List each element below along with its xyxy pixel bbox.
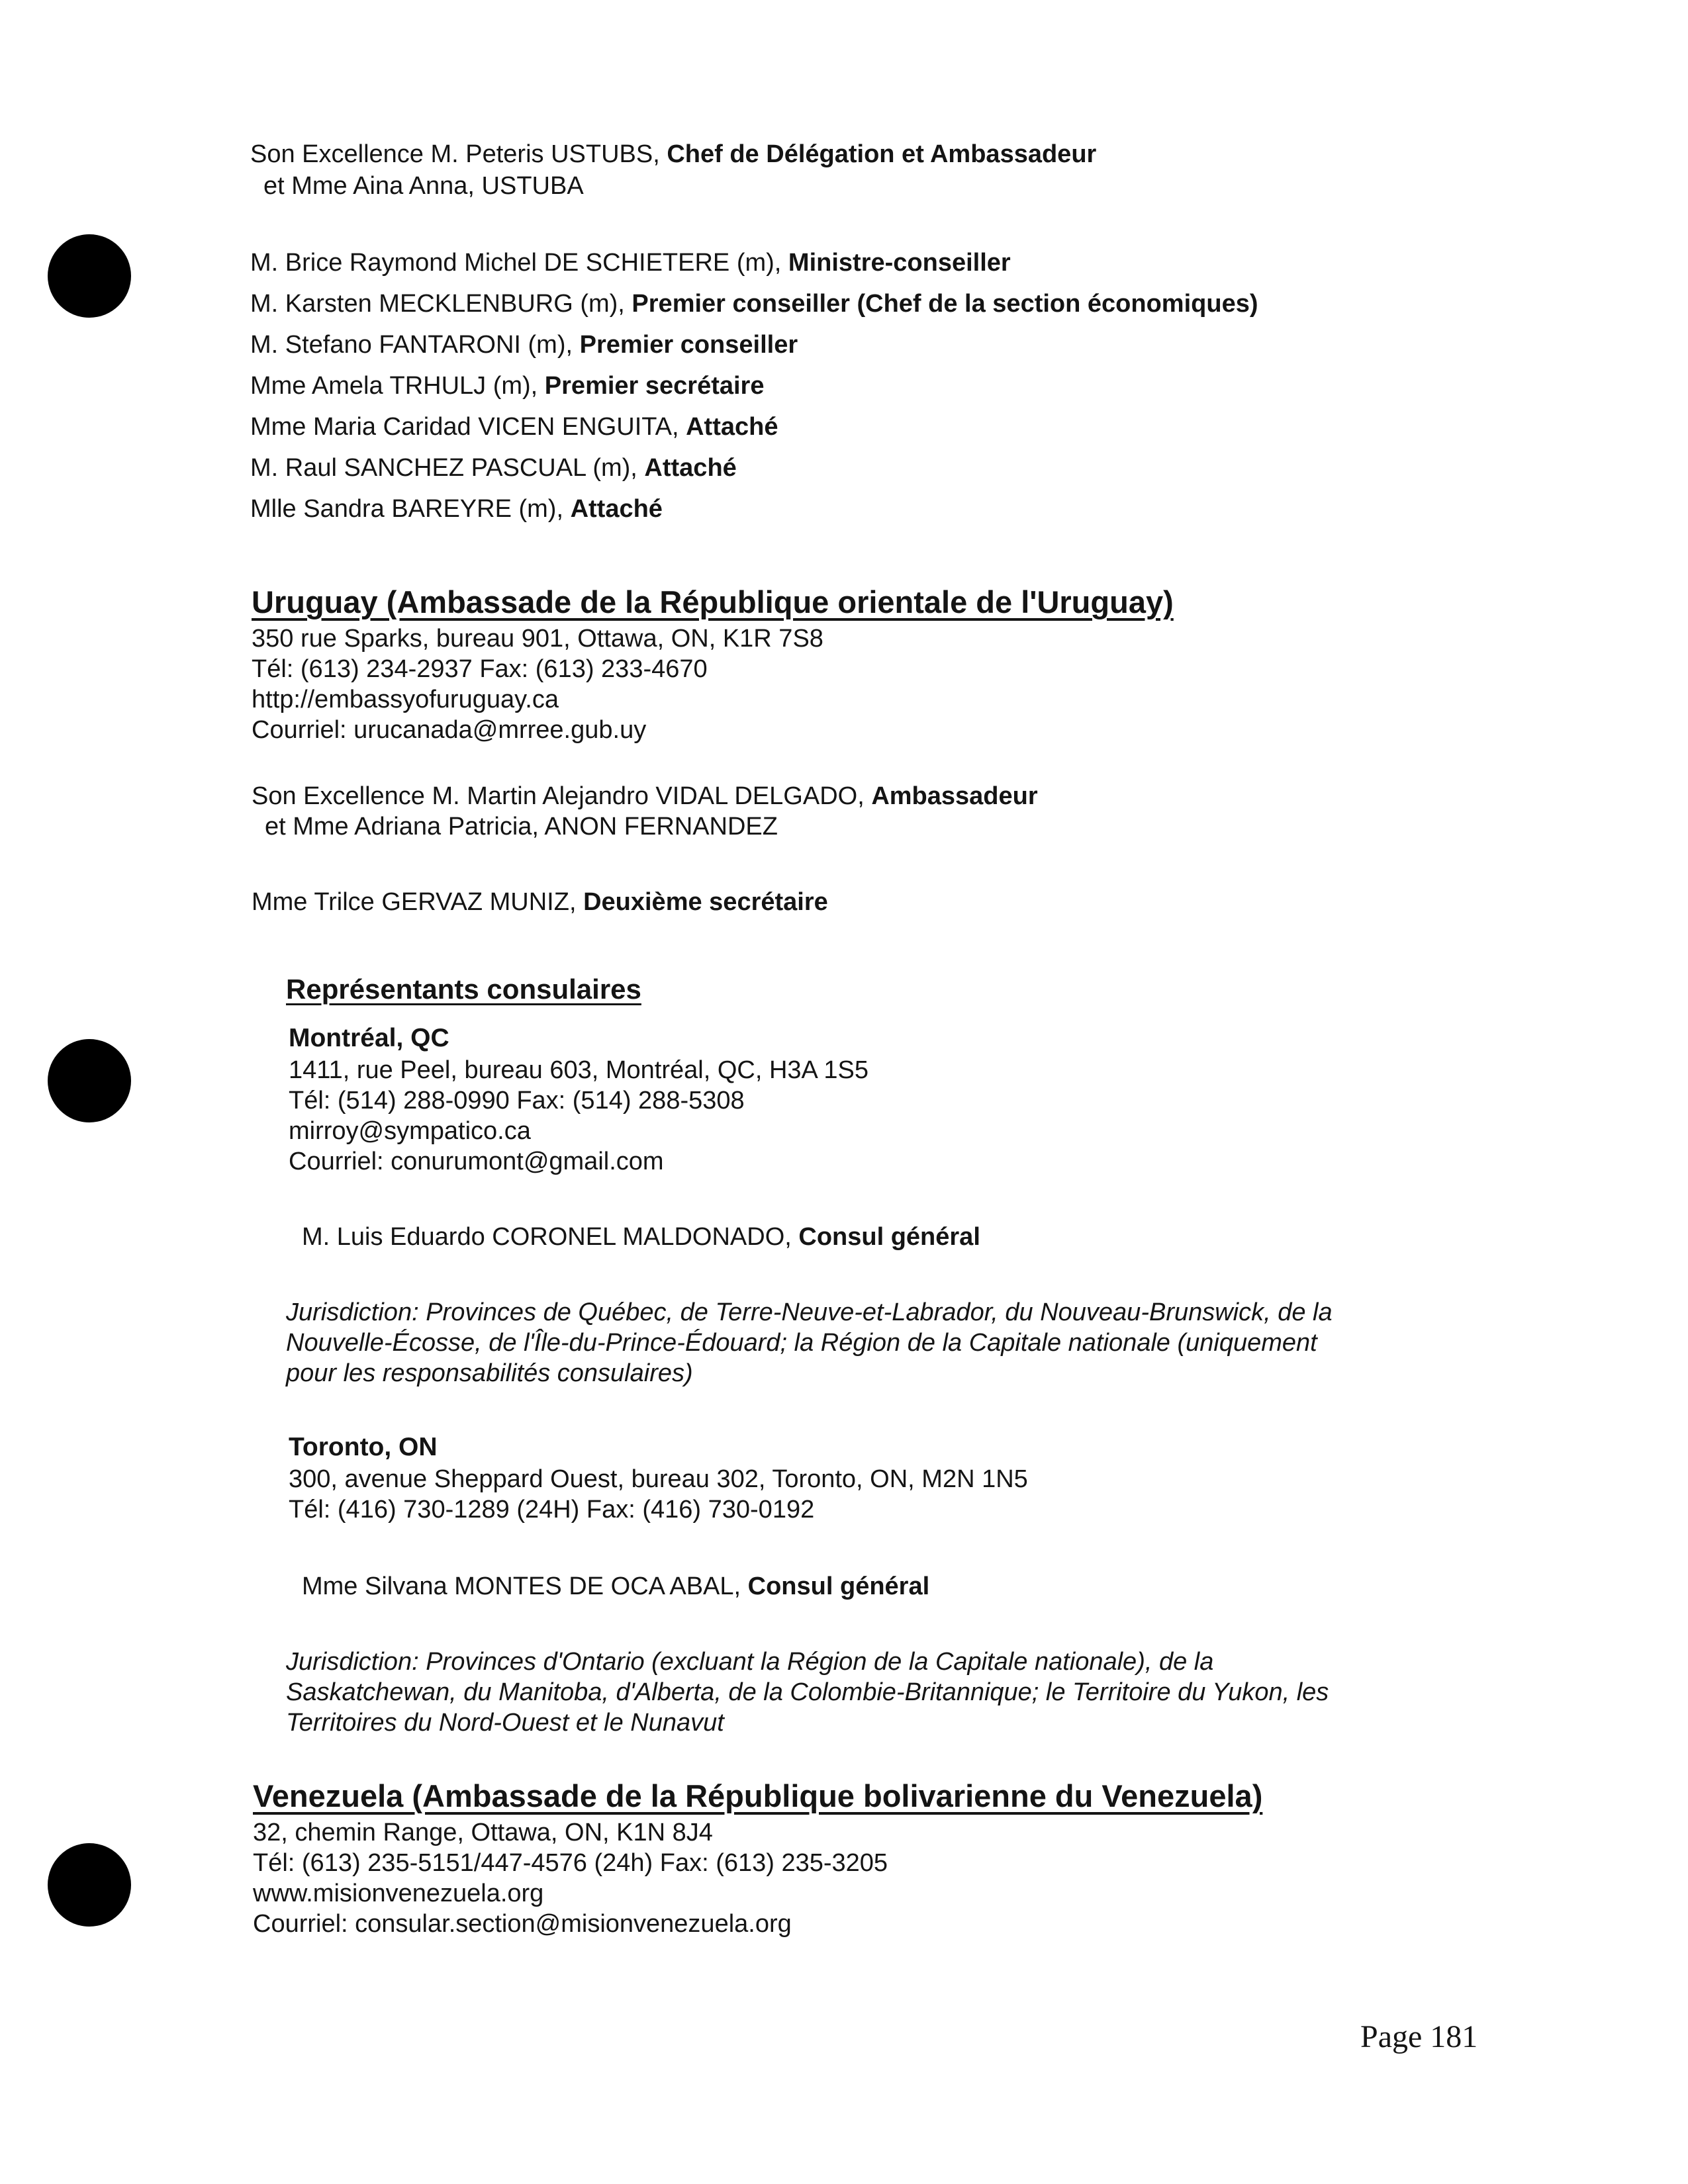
uruguay-secretary [252, 887, 828, 917]
consul-name: Mme Silvana MONTES DE OCA ABAL, [302, 1572, 748, 1600]
delegation-spouse: et Mme Aina Anna, USTUBA [263, 172, 584, 200]
staff-line [250, 412, 778, 442]
toronto-jurisdiction-line: Saskatchewan, du Manitoba, d'Alberta, de la Colombie-Britannique; le Territoire du Yukon, les [286, 1678, 1329, 1706]
venezuela-address: 32, chemin Range, Ottawa, ON, K1N 8J4 [253, 1819, 713, 1846]
punch-hole-middle [48, 1039, 131, 1122]
toronto-jurisdiction-line: Territoires du Nord-Ouest et le Nunavut [286, 1709, 724, 1737]
secretary-title: Deuxième secrétaire [583, 888, 828, 916]
toronto-jurisdiction-line: Jurisdiction: Provinces d'Ontario (excluant la Région de la Capitale nationale), de la [286, 1648, 1214, 1676]
staff-title: Attaché [570, 495, 663, 523]
punch-hole-top [48, 234, 131, 318]
venezuela-email: Courriel: consular.section@misionvenezuela.org [253, 1910, 792, 1938]
secretary-name: Mme Trilce GERVAZ MUNIZ, [252, 888, 584, 916]
uruguay-heading: Uruguay (Ambassade de la République orientale de l'Uruguay) [252, 584, 1174, 619]
uruguay-address: 350 rue Sparks, bureau 901, Ottawa, ON, K1R 7S8 [252, 625, 823, 653]
toronto-consul [302, 1571, 929, 1602]
montreal-address: 1411, rue Peel, bureau 603, Montréal, QC, H3A 1S5 [289, 1056, 868, 1084]
ambassador-name: Son Excellence M. Martin Alejandro VIDAL DELGADO, [252, 782, 872, 810]
staff-title: Premier conseiller (Chef de la section économiques) [632, 290, 1258, 318]
staff-line [250, 248, 1011, 278]
uruguay-ambassador [252, 781, 1038, 811]
delegation-ambassador [250, 139, 1096, 169]
montreal-jurisdiction-line: Jurisdiction: Provinces de Québec, de Terre-Neuve-et-Labrador, du Nouveau-Brunswick, de la [286, 1298, 1333, 1326]
consular-heading: Représentants consulaires [286, 974, 641, 1005]
uruguay-spouse: et Mme Adriana Patricia, ANON FERNANDEZ [265, 813, 778, 841]
staff-name: M. Raul SANCHEZ PASCUAL (m), [250, 454, 645, 482]
uruguay-phone: Tél: (613) 234-2937 Fax: (613) 233-4670 [252, 655, 708, 683]
consul-title: Consul général [747, 1572, 930, 1600]
montreal-website: mirroy@sympatico.ca [289, 1117, 531, 1145]
staff-line [250, 371, 764, 401]
staff-title: Attaché [644, 454, 737, 482]
staff-name: M. Brice Raymond Michel DE SCHIETERE (m), [250, 249, 788, 277]
staff-line [250, 494, 663, 524]
venezuela-heading: Venezuela (Ambassade de la République bolivarienne du Venezuela) [253, 1778, 1263, 1813]
staff-title: Ministre-conseiller [788, 249, 1011, 277]
montreal-jurisdiction-line: Nouvelle-Écosse, de l'Île-du-Prince-Édouard; la Région de la Capitale nationale (uniquement [286, 1329, 1317, 1357]
ambassador-title: Chef de Délégation et Ambassadeur [667, 140, 1097, 168]
staff-title: Premier secrétaire [544, 372, 765, 400]
toronto-city: Toronto, ON [289, 1433, 438, 1461]
montreal-city: Montréal, QC [289, 1024, 449, 1052]
montreal-jurisdiction-line: pour les responsabilités consulaires) [286, 1359, 693, 1387]
staff-title: Attaché [686, 413, 778, 441]
staff-line [250, 453, 737, 483]
staff-name: M. Stefano FANTARONI (m), [250, 331, 580, 359]
punch-hole-bottom [48, 1843, 131, 1927]
staff-title: Premier conseiller [579, 331, 798, 359]
page-number: Page 181 [1360, 2019, 1478, 2054]
montreal-phone: Tél: (514) 288-0990 Fax: (514) 288-5308 [289, 1087, 745, 1115]
toronto-address: 300, avenue Sheppard Ouest, bureau 302, Toronto, ON, M2N 1N5 [289, 1465, 1028, 1493]
montreal-email: Courriel: conurumont@gmail.com [289, 1148, 664, 1175]
staff-name: Mme Maria Caridad VICEN ENGUITA, [250, 413, 686, 441]
staff-line [250, 289, 1258, 319]
staff-line [250, 330, 798, 360]
staff-name: M. Karsten MECKLENBURG (m), [250, 290, 632, 318]
consul-name: M. Luis Eduardo CORONEL MALDONADO, [302, 1223, 799, 1251]
staff-name: Mlle Sandra BAREYRE (m), [250, 495, 571, 523]
consul-title: Consul général [798, 1223, 980, 1251]
toronto-phone: Tél: (416) 730-1289 (24H) Fax: (416) 730-0192 [289, 1496, 815, 1524]
uruguay-website: http://embassyofuruguay.ca [252, 686, 559, 713]
venezuela-phone: Tél: (613) 235-5151/447-4576 (24h) Fax: (613) 235-3205 [253, 1849, 888, 1877]
staff-name: Mme Amela TRHULJ (m), [250, 372, 545, 400]
ambassador-title: Ambassadeur [871, 782, 1038, 810]
ambassador-name: Son Excellence M. Peteris USTUBS, [250, 140, 667, 168]
montreal-consul [302, 1222, 980, 1252]
uruguay-email: Courriel: urucanada@mrree.gub.uy [252, 716, 647, 744]
venezuela-website: www.misionvenezuela.org [253, 1880, 544, 1907]
